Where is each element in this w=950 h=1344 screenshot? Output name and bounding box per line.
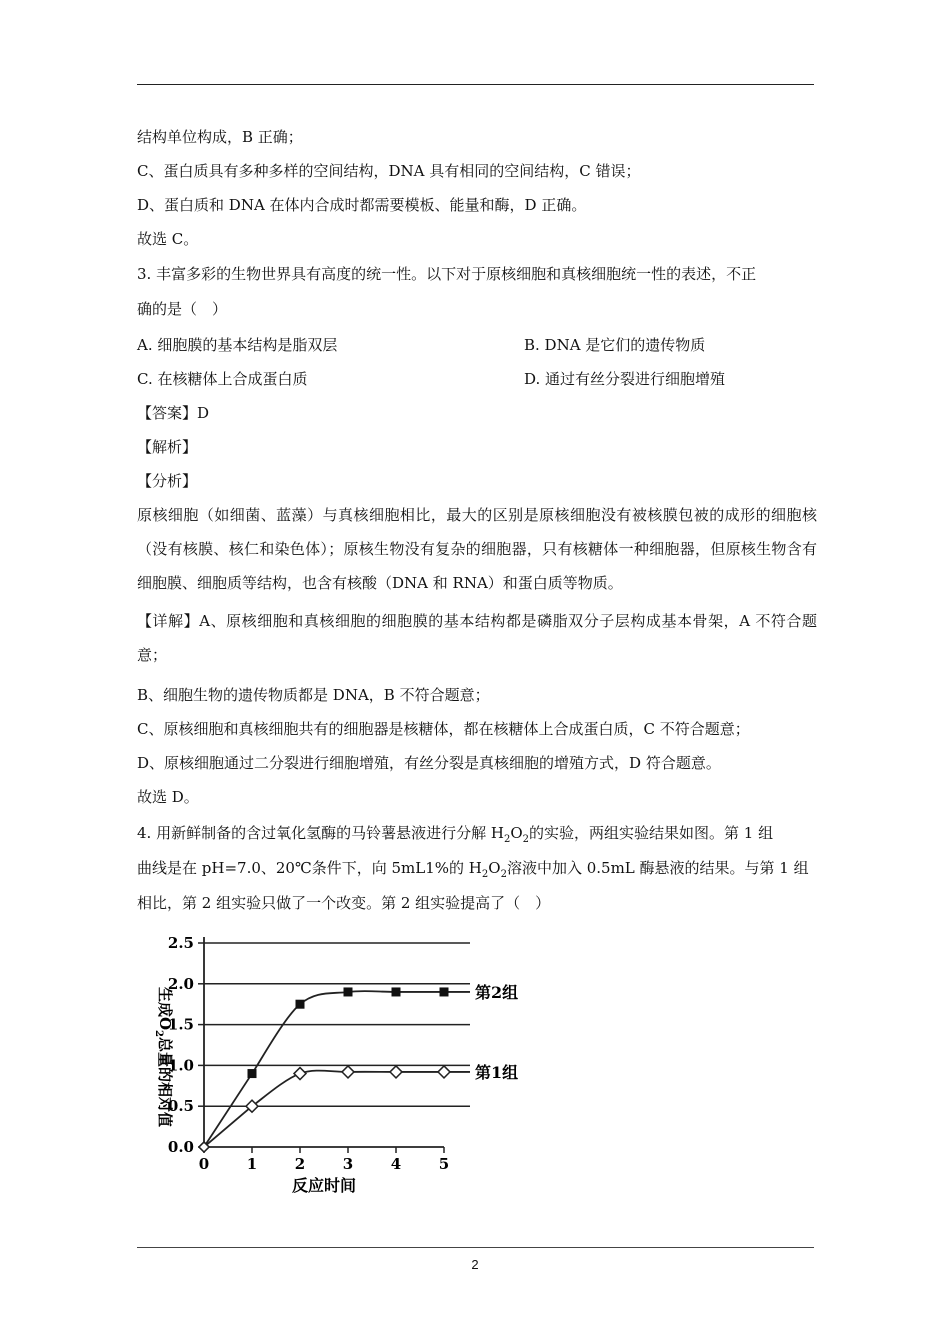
analysis-paragraph: 原核细胞（如细菌、蓝藻）与真核细胞相比，最大的区别是原核细胞没有被核膜包被的成形的细胞核（没有核膜、核仁和染色体）；原核生物没有复杂的细胞器，只有核糖体一种细胞器，但原核生物含有细胞膜、细胞质等结构，也含有核酸（DNA 和 RNA）和蛋白质等物质。 bbox=[137, 506, 817, 592]
o2-production-chart bbox=[140, 925, 560, 1205]
option-b: B. DNA 是它们的遗传物质 bbox=[524, 336, 706, 354]
y-tick-label: 0.5 bbox=[167, 1097, 194, 1116]
x-tick-label: 0 bbox=[198, 1155, 210, 1173]
group-1-point bbox=[342, 1066, 354, 1078]
x-tick-label: 4 bbox=[390, 1155, 402, 1173]
text-line: 结构单位构成，B 正确； bbox=[137, 128, 303, 146]
x-tick-label: 2 bbox=[294, 1155, 306, 1173]
h2o2-formula: $_2O_2$ bbox=[503, 824, 529, 845]
answer-label: 【答案】D bbox=[137, 404, 210, 422]
footer-rule bbox=[137, 1247, 814, 1248]
question-3-stem-cont: 确的是（ ） bbox=[137, 300, 228, 318]
text-line: C、蛋白质具有多种多样的空间结构，DNA 具有相同的空间结构，C 错误； bbox=[137, 162, 641, 180]
y-tick-label: 1.5 bbox=[167, 1015, 194, 1034]
y-tick-label: 1.0 bbox=[167, 1056, 194, 1075]
y-axis-label: 生成$O_2$总量的相对值 bbox=[153, 986, 174, 1128]
option-c: C. 在核糖体上合成蛋白质 bbox=[137, 370, 308, 388]
chart-grid bbox=[204, 943, 470, 1106]
group-2-point bbox=[392, 987, 401, 996]
group-2-legend-label: 第2组 bbox=[475, 982, 519, 1002]
group-1-point bbox=[294, 1068, 306, 1080]
group-2-point bbox=[344, 987, 353, 996]
x-tick-label: 5 bbox=[438, 1155, 450, 1173]
text-line: 故选 C。 bbox=[137, 230, 199, 248]
group-1-legend-label: 第1组 bbox=[475, 1062, 519, 1082]
option-d: D. 通过有丝分裂进行细胞增殖 bbox=[524, 370, 726, 388]
text-line: C、原核细胞和真核细胞共有的细胞器是核糖体，都在核糖体上合成蛋白质，C 不符合题意； bbox=[137, 720, 750, 738]
y-tick-label: 2.0 bbox=[167, 974, 194, 993]
group-1-point bbox=[390, 1066, 402, 1078]
y-tick-label: 2.5 bbox=[167, 934, 194, 952]
page-number: 2 bbox=[471, 1257, 479, 1272]
detail-paragraph: 【详解】A、原核细胞和真核细胞的细胞膜的基本结构都是磷脂双分子层构成基本骨架，A 不符合题意； bbox=[137, 612, 817, 664]
text-line: 故选 D。 bbox=[137, 788, 199, 806]
group-2-line bbox=[204, 1074, 252, 1147]
chart-series bbox=[199, 987, 470, 1152]
header-rule bbox=[137, 84, 814, 85]
option-a: A. 细胞膜的基本结构是脂双层 bbox=[137, 336, 338, 354]
text-line: B、细胞生物的遗传物质都是 DNA，B 不符合题意； bbox=[137, 686, 490, 704]
group-2-point bbox=[248, 1069, 257, 1078]
question-4-line3: 相比，第 2 组实验只做了一个改变。第 2 组实验提高了（ ） bbox=[137, 894, 551, 912]
group-1-line bbox=[204, 1106, 252, 1147]
x-tick-label: 3 bbox=[342, 1155, 354, 1173]
group-2-point bbox=[440, 987, 449, 996]
question-4-line2: 曲线是在 pH=7.0、20℃条件下，向 5mL1%的 $H_2O_2$溶液中加入 0.5mL 酶悬液的结果。与第 1 组 bbox=[137, 859, 809, 880]
x-tick-label: 1 bbox=[246, 1155, 258, 1173]
group-2-point bbox=[296, 1000, 305, 1009]
text-line: D、原核细胞通过二分裂进行细胞增殖，有丝分裂是真核细胞的增殖方式，D 符合题意。 bbox=[137, 754, 721, 772]
analysis-label: 【解析】 bbox=[137, 438, 198, 456]
group-1-point bbox=[438, 1066, 450, 1078]
text-line: D、蛋白质和 DNA 在体内合成时都需要模板、能量和酶，D 正确。 bbox=[137, 196, 587, 214]
fenxi-label: 【分析】 bbox=[137, 472, 198, 490]
group-2-line bbox=[252, 991, 444, 1074]
question-4-line1: 4. 用新鲜制备的含过氧化氢酶的马铃薯悬液进行分解 $H_2O_2$的实验，两组实验结果如图。第 1 组 bbox=[137, 824, 774, 845]
question-3-stem: 3. 丰富多彩的生物世界具有高度的统一性。以下对于原核细胞和真核细胞统一性的表述，不正 bbox=[137, 265, 757, 283]
x-axis-label: 反应时间 bbox=[291, 1176, 357, 1195]
y-tick-label: 0.0 bbox=[167, 1138, 194, 1156]
h2o2-formula: $_2O_2$ bbox=[481, 859, 507, 880]
